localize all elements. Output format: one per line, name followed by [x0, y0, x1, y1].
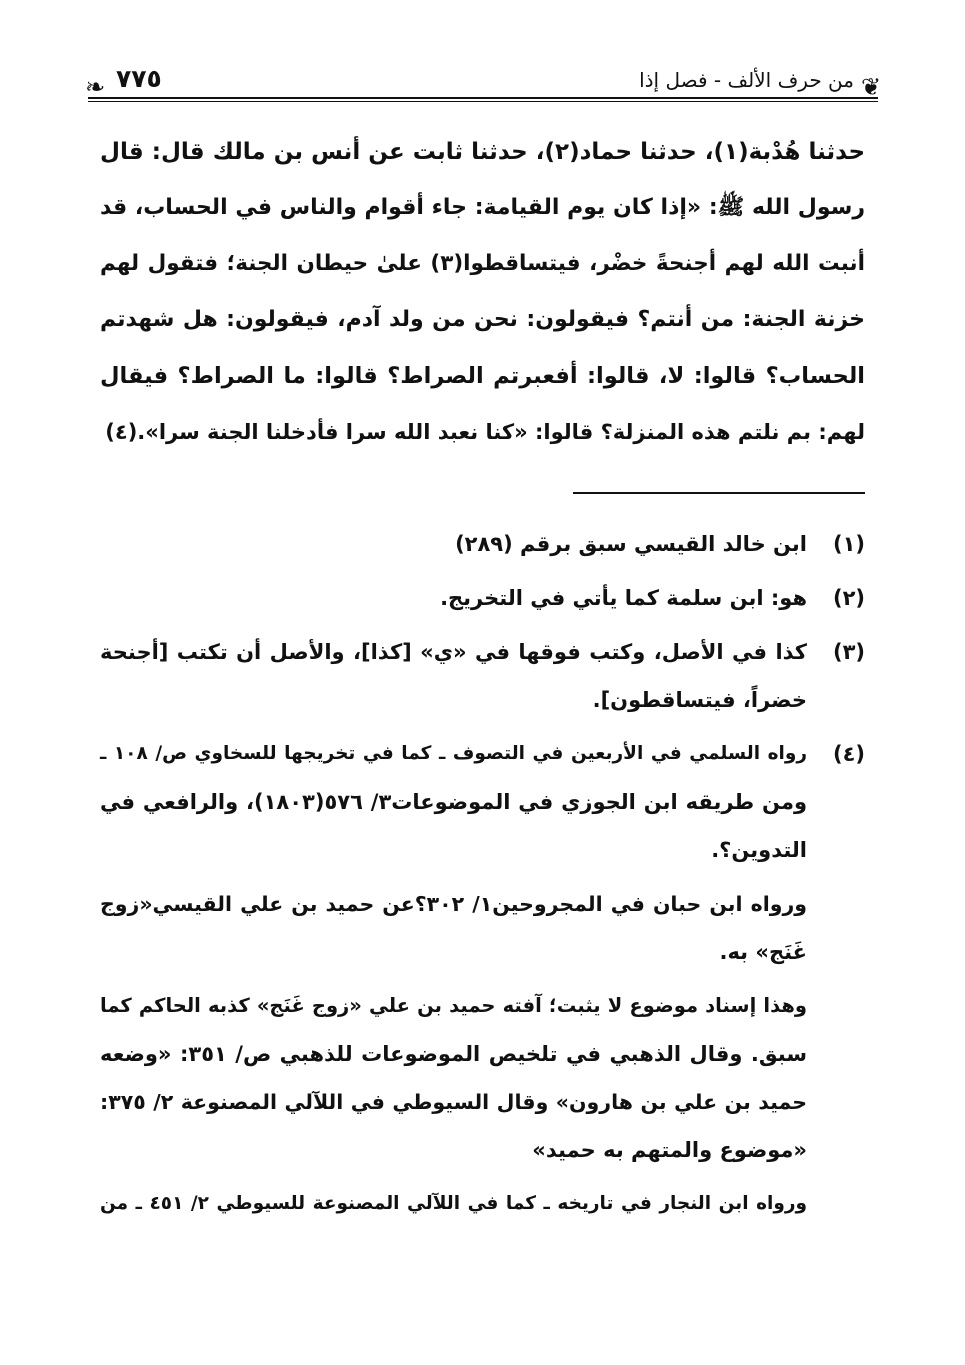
page-number: ٧٧٥: [116, 64, 162, 93]
footnote-line: ورواه ابن حبان في المجروحين١/ ٣٠٢؟عن حميد بن علي القيسي«زوج: [100, 892, 808, 916]
footnotes: [100, 520, 865, 1234]
main-text-line: رسول الله ﷺ: «إذا كان يوم القيامة: جاء أقوام والناس في الحساب، قد: [100, 195, 865, 220]
footnote-line: حميد بن علي بن هارون» وقال السيوطي في اللآلي المصنوعة ٢/ ٣٧٥:: [100, 1090, 808, 1114]
footnote-4-para-4: [100, 1180, 865, 1228]
main-text-line: الحساب؟ قالوا: لا، قالوا: أفعبرتم الصراط؟ قالوا: ما الصراط؟ فيقال: [100, 363, 865, 389]
footnote-2: [100, 574, 865, 622]
footnote-4-para-2: [100, 880, 865, 976]
footnote-number: (١): [832, 532, 865, 556]
main-text-line: أنبت الله لهم أجنحةً خضْر، فيتساقطوا(٣) علىٰ حيطان الجنة؛ فتقول لهم: [100, 251, 866, 276]
footnote-line: رواه السلمي في الأربعين في التصوف ـ كما في تخريجها للسخاوي ص/ ١٠٨ ـ: [100, 743, 807, 764]
main-text: [100, 124, 865, 460]
footnote-line: التدوين؟.: [711, 838, 807, 862]
footnote-3: [100, 628, 865, 724]
footnote-1: [100, 520, 865, 568]
ornament-left-icon: ❧: [84, 73, 106, 101]
footnote-line: ابن خالد القيسي سبق برقم (٢٨٩): [455, 532, 807, 556]
header-rule-thin: [88, 101, 878, 102]
main-text-line: حدثنا هُدْبة(١)، حدثنا حماد(٢)، حدثنا ثابت عن أنس بن مالك قال: قال: [100, 139, 866, 165]
footnote-line: غَنَج» به.: [719, 940, 807, 964]
footnote-line: ومن طريقه ابن الجوزي في الموضوعات٣/ ٥٧٦(١٨٠٣)، والرافعي في: [100, 790, 808, 814]
footnote-line: ورواه ابن النجار في تاريخه ـ كما في اللآلي المصنوعة للسيوطي ٢/ ٤٥١ ـ من: [100, 1193, 807, 1214]
footnote-line: هو: ابن سلمة كما يأتي في التخريج.: [440, 586, 807, 610]
header-rule: [88, 97, 878, 99]
footnote-4-para-3: [100, 982, 865, 1174]
main-text-line: خزنة الجنة: من أنتم؟ فيقولون: نحن من ولد آدم، فيقولون: هل شهدتم: [100, 307, 865, 332]
footnote-line: وهذا إسناد موضوع لا يثبت؛ آفته حميد بن علي «زوج غَنَج» كذبه الحاكم كما: [100, 994, 807, 1017]
footnote-line: سبق. وقال الذهبي في تلخيص الموضوعات للذهبي ص/ ٣٥١: «وضعه: [100, 1042, 808, 1066]
footnote-line: كذا في الأصل، وكتب فوقها في «ي» [كذا]، والأصل أن تكتب [أجنحة: [100, 640, 807, 664]
page-header: [84, 60, 882, 101]
footnote-line: خضراً، فيتساقطون].: [592, 688, 807, 712]
footnote-4: [100, 730, 865, 874]
footnote-number: (٢): [832, 586, 865, 610]
main-text-line: لهم: بم نلتم هذه المنزلة؟ قالوا: «كنا نعبد الله سرا فأدخلنا الجنة سرا».(٤): [105, 420, 865, 444]
footnote-separator: [573, 492, 865, 494]
running-title: من حرف الألف - فصل إذا: [639, 68, 854, 92]
footnote-line: «موضوع والمتهم به حميد»: [532, 1138, 807, 1162]
ornament-right-icon: ❦: [860, 73, 882, 101]
footnote-number: (٤): [832, 742, 865, 766]
footnote-number: (٣): [832, 640, 865, 664]
